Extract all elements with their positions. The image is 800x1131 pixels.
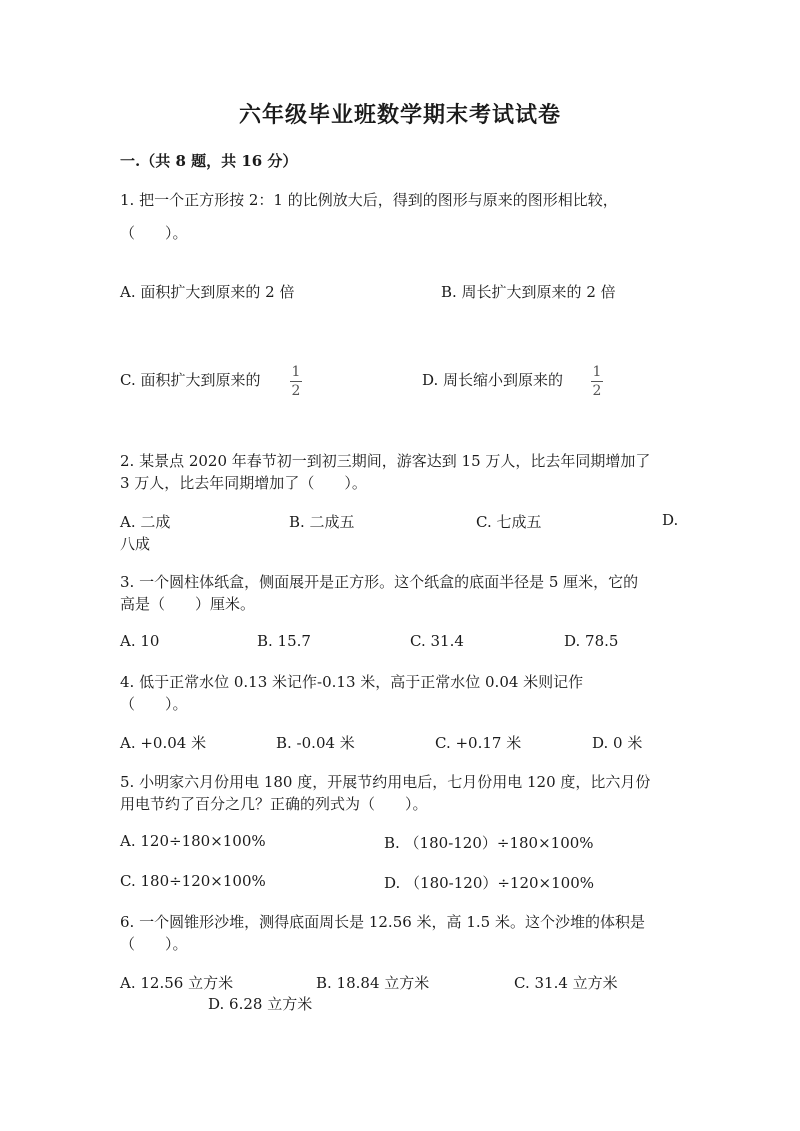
fraction-numerator: 1 [592,364,602,380]
question-1-option-a[interactable]: A. 面积扩大到原来的 2 倍 [120,283,295,301]
question-3-line-2: 高是（ ）厘米。 [120,595,256,613]
question-2-option-c[interactable]: C. 七成五 [476,513,542,531]
question-2-option-d-text[interactable]: 八成 [120,535,151,553]
question-3-option-c[interactable]: C. 31.4 [410,632,464,650]
question-5-option-c[interactable]: C. 180÷120×100% [120,872,266,890]
fraction-bar [591,381,603,382]
question-2-option-a[interactable]: A. 二成 [120,513,171,531]
page-title: 六年级毕业班数学期末考试试卷 [238,102,561,128]
question-5-line-2: 用电节约了百分之几？正确的列式为（ ）。 [120,795,428,813]
question-2-option-b[interactable]: B. 二成五 [289,513,355,531]
fraction-denominator: 2 [291,383,301,399]
section-heading: 一.（共 8 题，共 16 分） [120,152,298,170]
question-4-option-a[interactable]: A. +0.04 米 [120,734,207,752]
question-2-line-1: 2. 某景点 2020 年春节初一到初三期间，游客达到 15 万人，比去年同期增加了 [120,452,651,470]
question-6-option-a[interactable]: A. 12.56 立方米 [120,974,234,992]
question-3-option-a[interactable]: A. 10 [120,632,160,650]
question-2-line-2: 3 万人，比去年同期增加了（ ）。 [120,474,367,492]
question-1-option-c[interactable]: C. 面积扩大到原来的 [120,371,261,389]
question-6-option-d[interactable]: D. 6.28 立方米 [208,995,313,1013]
question-5-line-1: 5. 小明家六月份用电 180 度，开展节约用电后，七月份用电 120 度，比六月份 [120,773,651,791]
question-3-line-1: 3. 一个圆柱体纸盒，侧面展开是正方形。这个纸盒的底面半径是 5 厘米，它的 [120,573,639,591]
fraction-bar [290,381,302,382]
question-6-line-2: （ ）。 [120,935,188,953]
fraction-one-half [290,364,302,399]
question-5-option-b[interactable]: B. （180-120）÷180×100% [384,834,594,852]
question-1-option-b[interactable]: B. 周长扩大到原来的 2 倍 [441,283,616,301]
question-4-line-2: （ ）。 [120,695,188,713]
fraction-one-half [591,364,603,399]
question-6-option-c[interactable]: C. 31.4 立方米 [514,974,618,992]
question-1-line-1: 1. 把一个正方形按 2：1 的比例放大后，得到的图形与原来的图形相比较， [120,191,618,209]
question-4-option-c[interactable]: C. +0.17 米 [435,734,522,752]
question-2-option-d[interactable]: D. [662,511,679,529]
question-6-line-1: 6. 一个圆锥形沙堆，测得底面周长是 12.56 米，高 1.5 米。这个沙堆的体积是 [120,913,645,931]
question-1-line-2: （ ）。 [120,224,188,242]
question-6-option-b[interactable]: B. 18.84 立方米 [316,974,430,992]
question-5-option-a[interactable]: A. 120÷180×100% [120,832,266,850]
question-4-line-1: 4. 低于正常水位 0.13 米记作-0.13 米，高于正常水位 0.04 米则记作 [120,673,584,691]
question-5-option-d[interactable]: D. （180-120）÷120×100% [384,874,595,892]
question-3-option-d[interactable]: D. 78.5 [564,632,619,650]
question-4-option-b[interactable]: B. -0.04 米 [276,734,355,752]
fraction-denominator: 2 [592,383,602,399]
question-3-option-b[interactable]: B. 15.7 [257,632,311,650]
question-1-option-d[interactable]: D. 周长缩小到原来的 [422,371,564,389]
fraction-numerator: 1 [291,364,301,380]
question-4-option-d[interactable]: D. 0 米 [592,734,643,752]
